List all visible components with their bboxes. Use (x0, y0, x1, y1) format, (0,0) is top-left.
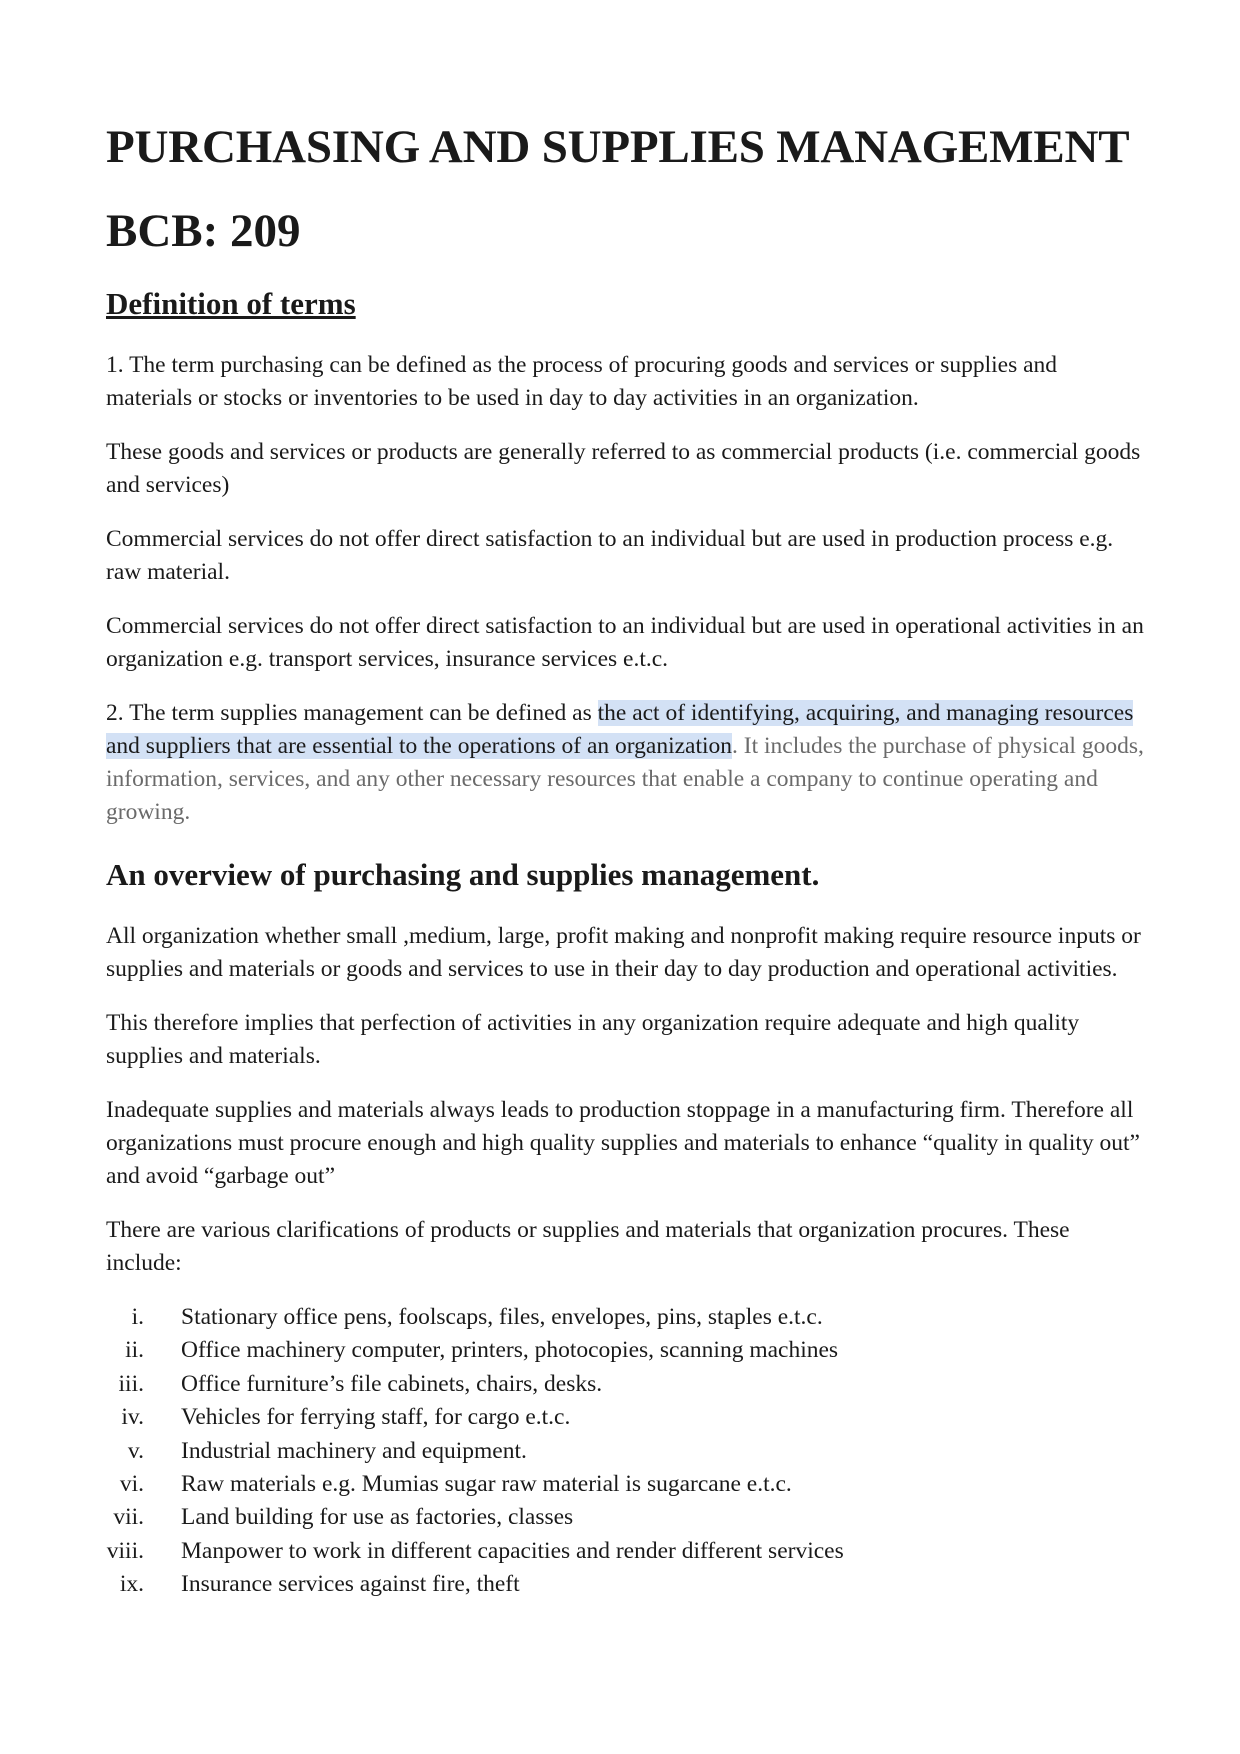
paragraph-purchasing-definition: 1. The term purchasing can be defined as the process of procuring goods and services or supplies and materials or stocks or inventories to be used in day to day activities in an organization. (106, 352, 1058, 411)
paragraph-commercial-services-operational: Commercial services do not offer direct satisfaction to an individual but are used in operational activities in an organization e.g. transport services, insurance services e.t.c. (106, 613, 1144, 672)
list-item-number: iv. (121, 1404, 144, 1431)
section-heading-definitions: Definition of terms (106, 286, 356, 321)
list-item-text: Insurance services against fire, theft (181, 1571, 520, 1598)
paragraph-organization-inputs: All organization whether small ,medium, large, profit making and nonprofit making require resource inputs or supplies and materials or goods and services to use in their day to day production and operational activities. (106, 923, 1141, 982)
paragraph-classifications-intro: There are various clarifications of products or supplies and materials that organization procures. These include: (106, 1217, 1070, 1276)
document-title: PURCHASING AND SUPPLIES MANAGEMENT (106, 121, 1130, 173)
classification-list (106, 1301, 1146, 1602)
list-item (106, 1334, 1146, 1367)
supplies-definition-intro: 2. The term supplies management can be defined as (106, 700, 598, 726)
supplies-definition-continuation: . It includes the purchase of physical goods, information, services, and any other necessary resources that enable a company to continue operating and growing. (106, 733, 1144, 825)
section-heading-overview: An overview of purchasing and supplies management. (106, 857, 820, 892)
paragraph-quality-supplies: This therefore implies that perfection of activities in any organization require adequate and high quality supplies and materials. (106, 1010, 1080, 1069)
course-code: BCB: 209 (106, 205, 301, 257)
list-item (106, 1435, 1146, 1468)
list-item (106, 1468, 1146, 1501)
list-item-text: Vehicles for ferrying staff, for cargo e.t.c. (181, 1404, 571, 1431)
list-item-text: Stationary office pens, foolscaps, files, envelopes, pins, staples e.t.c. (181, 1304, 823, 1330)
selected-text-highlight[interactable]: the act of identifying, acquiring, and managing resources and suppliers that are essential to the operations of an organization (106, 700, 1134, 759)
list-item-text: Manpower to work in different capacities and render different services (181, 1537, 844, 1564)
list-item (106, 1301, 1146, 1334)
list-item (106, 1568, 1146, 1601)
document-page (106, 118, 1146, 1602)
list-item (106, 1501, 1146, 1534)
list-item-text: Industrial machinery and equipment. (181, 1437, 527, 1464)
list-item-number: v. (127, 1437, 144, 1464)
list-item-text: Raw materials e.g. Mumias sugar raw material is sugarcane e.t.c. (181, 1471, 792, 1498)
list-item-text: Office furniture’s file cabinets, chairs, desks. (181, 1370, 603, 1397)
paragraph-commercial-products: These goods and services or products are generally referred to as commercial products (i.e. commercial goods and services) (106, 439, 1141, 498)
list-item (106, 1368, 1146, 1401)
paragraph-commercial-services-production: Commercial services do not offer direct satisfaction to an individual but are used in production process e.g. raw material. (106, 526, 1114, 585)
list-item-number: ix. (119, 1571, 144, 1598)
list-item (106, 1401, 1146, 1434)
list-item-number: i. (131, 1304, 144, 1330)
list-item-number: viii. (106, 1537, 144, 1564)
paragraph-supplies-management-definition (106, 697, 1146, 829)
list-item-number: vi. (119, 1471, 144, 1498)
list-item-text: Land building for use as factories, classes (181, 1504, 574, 1531)
list-item-number: ii. (125, 1337, 144, 1364)
list-item-text: Office machinery computer, printers, photocopies, scanning machines (181, 1337, 839, 1364)
list-item-number: vii. (113, 1504, 144, 1531)
list-item (106, 1535, 1146, 1568)
paragraph-inadequate-supplies: Inadequate supplies and materials always leads to production stoppage in a manufacturing firm. Therefore all organizations must procure enough and high quality supplies and materials to enhance “quality in quality out” and avoid “garbage out” (106, 1097, 1140, 1189)
list-item-number: iii. (118, 1370, 144, 1397)
